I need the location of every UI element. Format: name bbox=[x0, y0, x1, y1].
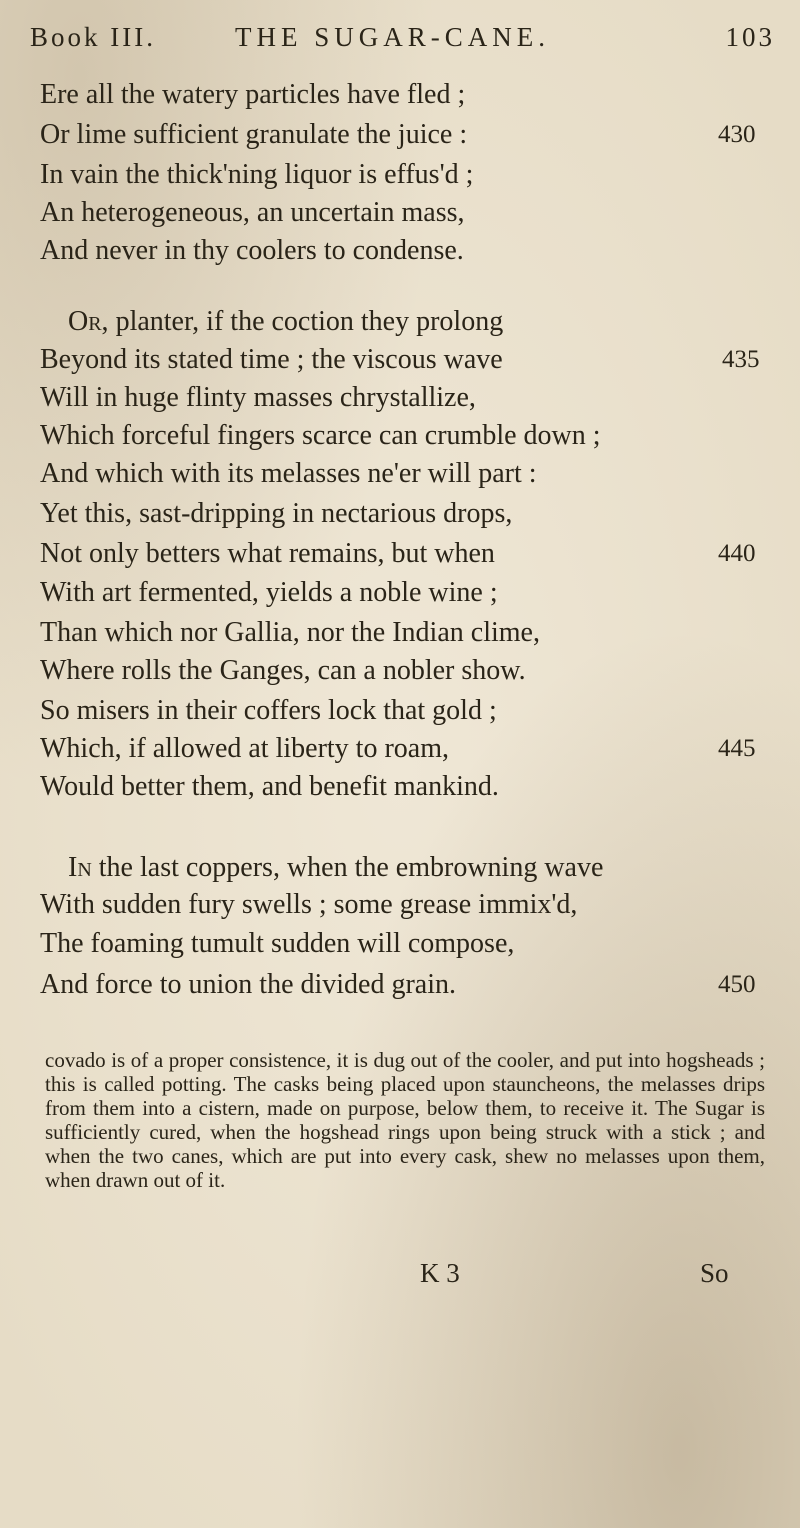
verse-line: An heterogeneous, an uncertain mass, bbox=[40, 197, 465, 228]
page-header bbox=[30, 16, 775, 66]
verse-line: Ere all the watery particles have fled ; bbox=[40, 79, 466, 110]
line-number: 450 bbox=[718, 971, 756, 998]
verse-line: In the last coppers, when the embrowning wave bbox=[68, 852, 604, 883]
stanza-initial: Or, bbox=[68, 306, 109, 337]
signature-mark: K 3 bbox=[420, 1258, 460, 1288]
verse-line: Would better them, and benefit mankind. bbox=[40, 771, 499, 802]
verse-line: The foaming tumult sudden will compose, bbox=[40, 928, 515, 959]
verse-line: Which, if allowed at liberty to roam, 445 bbox=[0, 729, 800, 769]
page-footer bbox=[0, 1258, 800, 1298]
verse-line: Beyond its stated time ; the viscous wave 435 bbox=[0, 340, 800, 380]
verse-line: Or, planter, if the coction they prolong bbox=[68, 306, 504, 337]
line-number: 440 bbox=[718, 540, 756, 567]
running-title: THE SUGAR-CANE. bbox=[235, 22, 550, 52]
verse-line: Not only betters what remains, but when 440 bbox=[0, 534, 800, 574]
stanza-initial: In bbox=[68, 852, 92, 883]
verse-line: In vain the thick'ning liquor is effus'd ; bbox=[40, 159, 474, 190]
verse-line: Will in huge flinty masses chrystallize, bbox=[40, 382, 476, 413]
verse-line: Than which nor Gallia, nor the Indian clime, bbox=[40, 617, 540, 648]
footnote-prose: covado is of a proper consistence, it is dug out of the cooler, and put into hogsheads ; this is called potting. The casks being placed upon stauncheons, the melasses drips from them into a cistern, made on purpose, below them, to receive it. The Sugar is sufficiently cured, when the hogshead rings upon being struck with a stick ; and when the two canes, which are put into every cask, shew no melasses upon them, when drawn out of it. bbox=[45, 1048, 765, 1192]
verse-line: Yet this, sast-dripping in nectarious drops, bbox=[40, 498, 513, 529]
verse-line: Or lime sufficient granulate the juice : 430 bbox=[0, 115, 800, 155]
verse-line: Which forceful fingers scarce can crumble down ; bbox=[40, 420, 601, 451]
verse-line: And never in thy coolers to condense. bbox=[40, 235, 464, 266]
verse-line: With art fermented, yields a noble wine ; bbox=[40, 577, 498, 608]
verse-line: Where rolls the Ganges, can a nobler show. bbox=[40, 655, 526, 686]
verse-line: And which with its melasses ne'er will part : bbox=[40, 458, 537, 489]
verse-line: And force to union the divided grain. 450 bbox=[0, 965, 800, 1005]
line-number: 445 bbox=[718, 735, 756, 762]
page-number: 103 bbox=[725, 22, 775, 52]
verse-line: With sudden fury swells ; some grease immix'd, bbox=[40, 889, 578, 920]
book-label: Book III. bbox=[30, 22, 156, 52]
verse-line: So misers in their coffers lock that gold ; bbox=[40, 695, 497, 726]
line-number: 435 bbox=[722, 346, 760, 373]
catchword: So bbox=[700, 1258, 729, 1288]
line-number: 430 bbox=[718, 121, 756, 148]
